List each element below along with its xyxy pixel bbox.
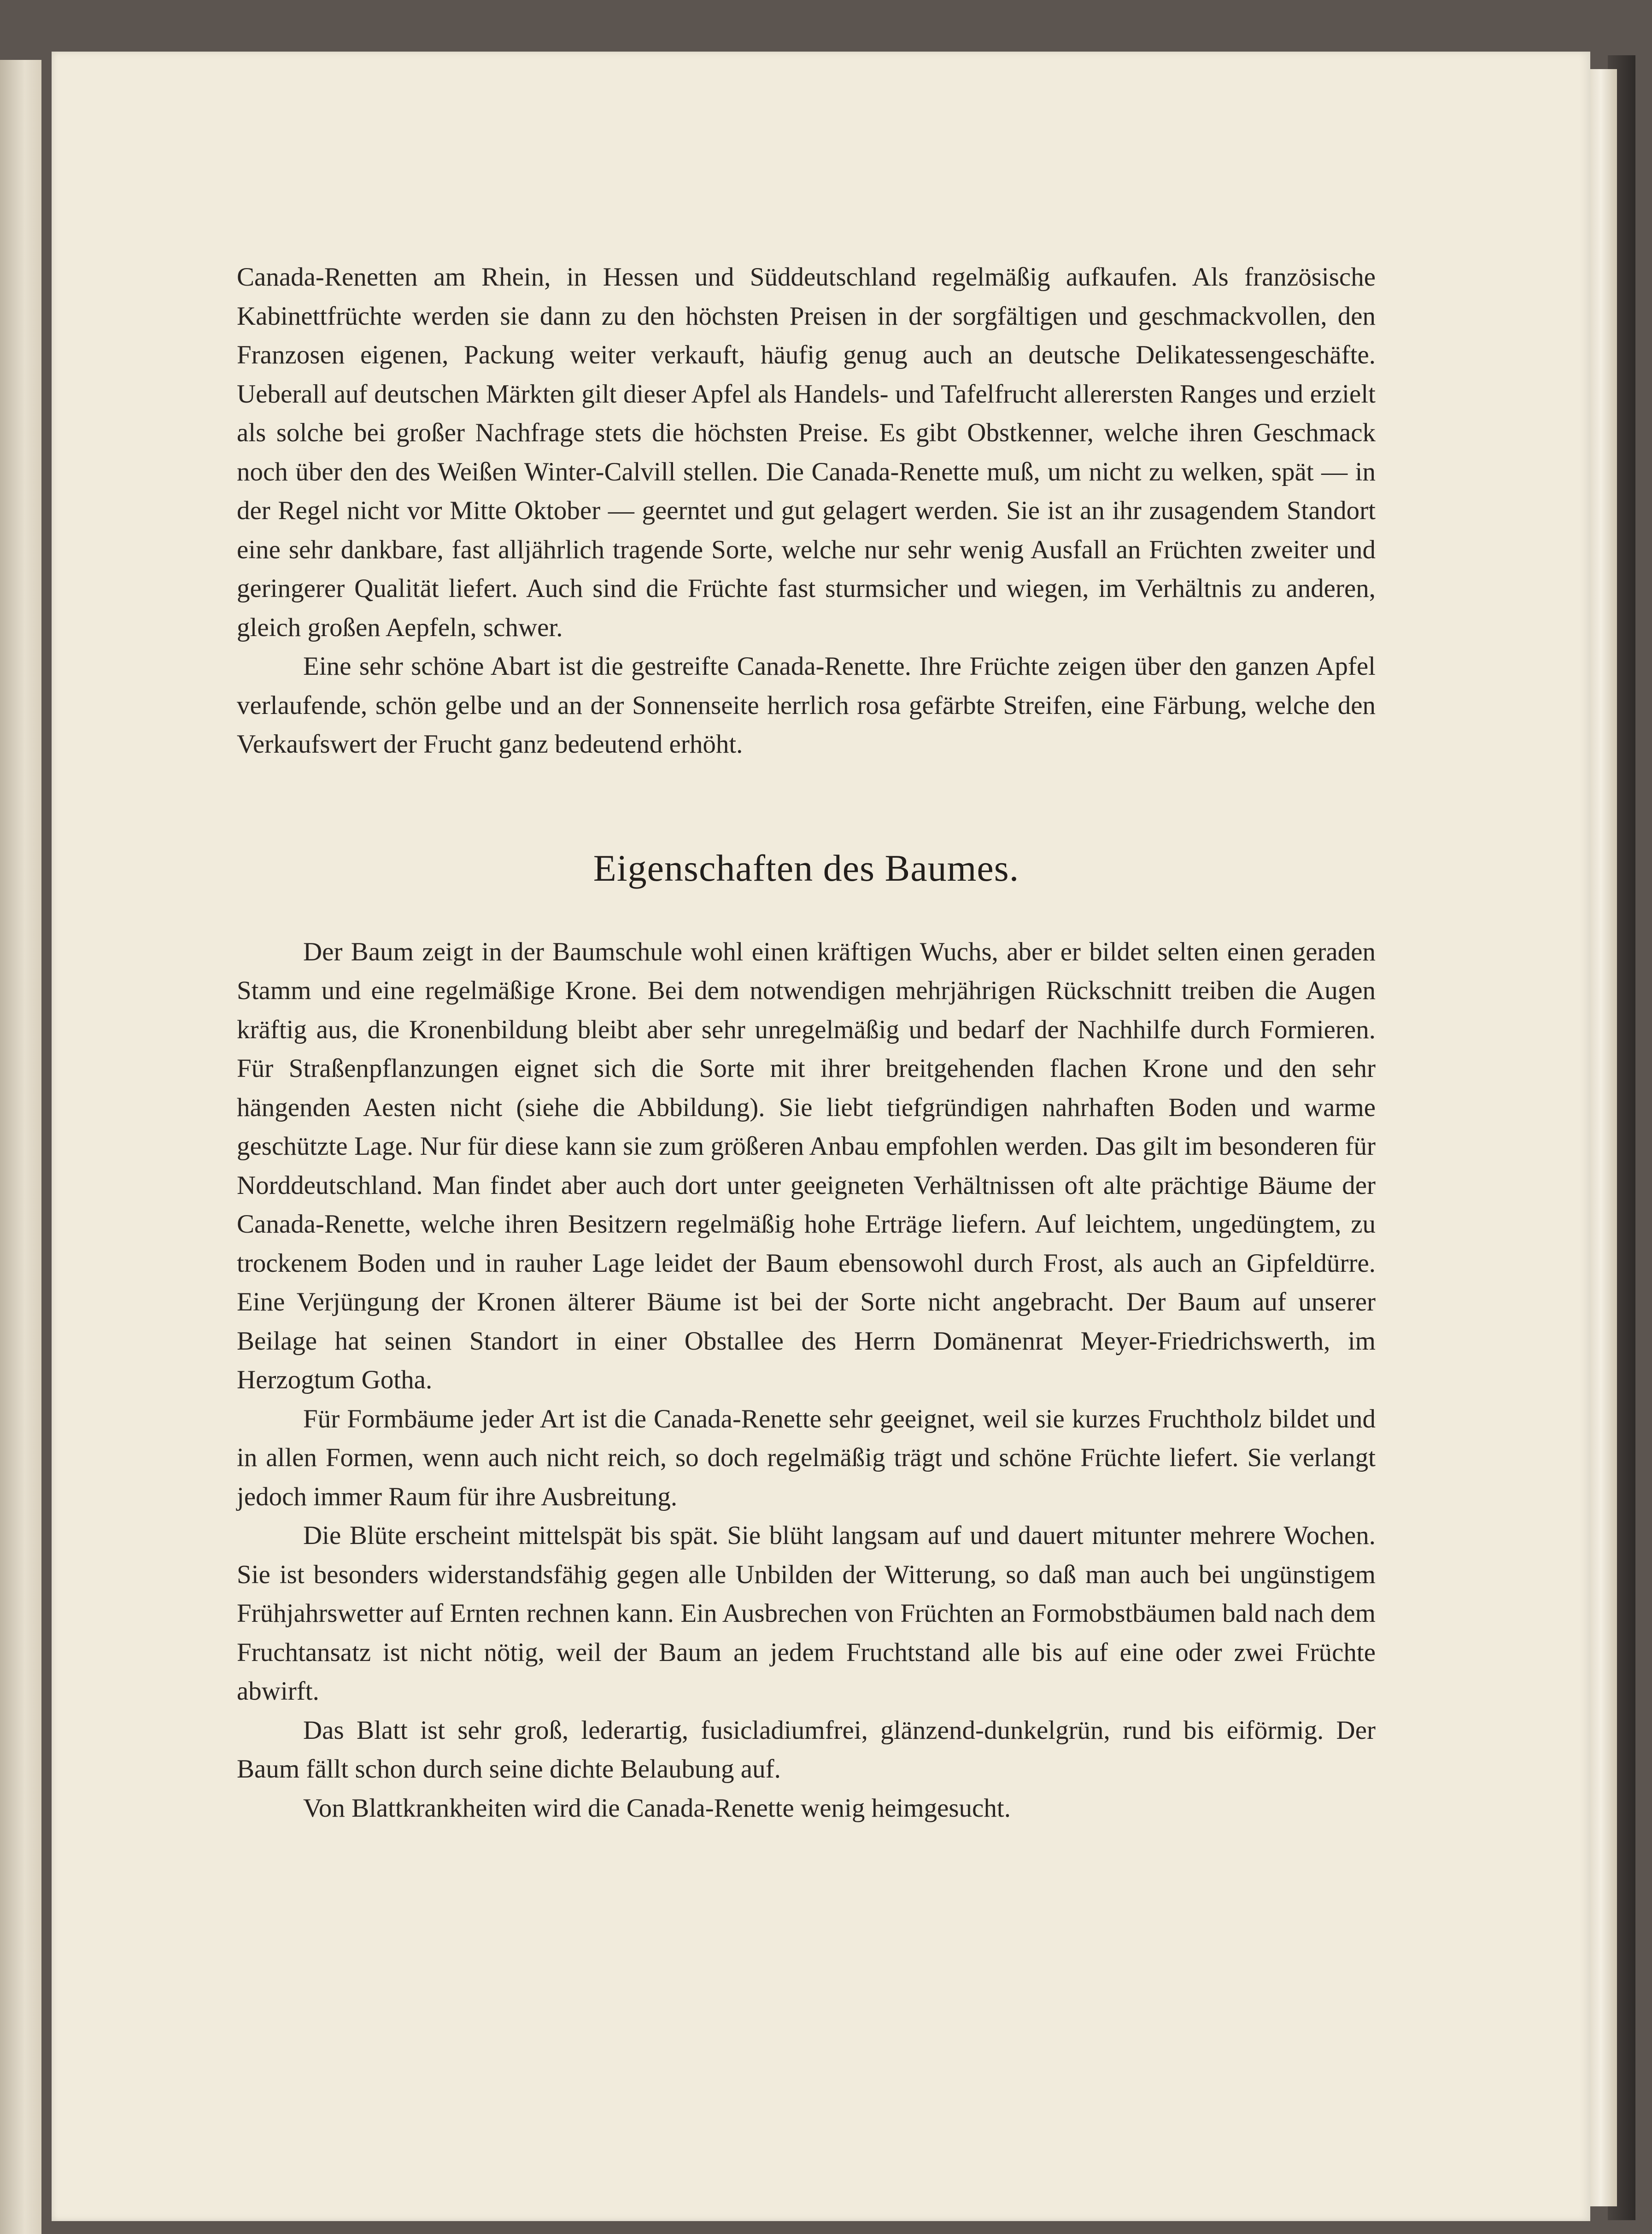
paragraph: Von Blattkrankheiten wird die Canada-Renette wenig heimgesucht.: [303, 1793, 1011, 1823]
section-heading: Eigenschaften des Baumes.: [593, 847, 1019, 889]
paragraph: Das Blatt ist sehr groß, lederartig, fusicladiumfrei, glänzend-dunkelgrün, rund bis eiförmig. Der Baum fällt schon durch seine dichte Belaubung auf.: [237, 1715, 1376, 1784]
paragraph: Die Blüte erscheint mittelspät bis spät. Sie blüht langsam auf und dauert mitunter mehrere Wochen. Sie ist besonders widerstandsfähig gegen alle Unbilden der Witterung, so daß man auch bei ungünstigem Frühjahrswetter auf Ernten rechnen kann. Ein Ausbrechen von Früchten an Formobstbäumen bald nach dem Fruchtansatz ist nicht nötig, weil der Baum an jedem Fruchtstand alle bis auf eine oder zwei Früchte abwirft.: [237, 1521, 1376, 1706]
paragraph: Der Baum zeigt in der Baumschule wohl einen kräftigen Wuchs, aber er bildet selten einen geraden Stamm und eine regelmäßige Krone. Bei dem notwendigen mehrjährigen Rückschnitt treiben die Augen kräftig aus, die Kronenbildung bleibt aber sehr unregelmäßig und bedarf der Nachhilfe durch Formieren. Für Straßenpflanzungen eignet sich die Sorte mit ihrer breitgehenden flachen Krone und den sehr hängenden Aesten nicht (siehe die Abbildung). Sie liebt tiefgründigen nahrhaften Boden und warme geschützte Lage. Nur für diese kann sie zum größeren Anbau empfohlen werden. Das gilt im besonderen für Norddeutschland. Man findet aber auch dort unter geeigneten Verhältnissen oft alte prächtige Bäume der Canada-Renette, welche ihren Besitzern regelmäßig hohe Erträge liefern. Auf leichtem, ungedüngtem, zu trockenem Boden und in rauher Lage leidet der Baum ebensowohl durch Frost, als auch an Gipfeldürre. Eine Verjüngung der Kronen älterer Bäume ist bei der Sorte nicht angebracht. Der Baum auf unserer Beilage hat seinen Standort in einer Obstallee des Herrn Domänenrat Meyer-Friedrichswerth, im Herzogtum Gotha.: [237, 937, 1376, 1394]
page-text-block: [237, 258, 1376, 1828]
paragraph: Canada-Renetten am Rhein, in Hessen und Süddeutschland regelmäßig aufkaufen. Als französische Kabinettfrüchte werden sie dann zu den höchsten Preisen in der sorgfältigen und geschmackvollen, den Franzosen eigenen, Packung weiter verkauft, häufig genug auch an deutsche Delikatessengeschäfte. Ueberall auf deutschen Märkten gilt dieser Apfel als Handels- und Tafelfrucht allerersten Ranges und erzielt als solche bei großer Nachfrage stets die höchsten Preise. Es gibt Obstkenner, welche ihren Geschmack noch über den des Weißen Winter-Calvill stellen. Die Canada-Renette muß, um nicht zu welken, spät — in der Regel nicht vor Mitte Oktober — geerntet und gut gelagert werden. Sie ist an ihr zusagendem Standort eine sehr dankbare, fast alljährlich tragende Sorte, welche nur sehr wenig Ausfall an Früchten zweiter und geringerer Qualität liefert. Auch sind die Früchte fast sturmsicher und wiegen, im Verhältnis zu anderen, gleich großen Aepfeln, schwer.: [237, 263, 1376, 642]
previous-page-edge: [0, 60, 41, 2234]
paragraph: Für Formbäume jeder Art ist die Canada-Renette sehr geeignet, weil sie kurzes Fruchtholz bildet und in allen Formen, wenn auch nicht reich, so doch regelmäßig trägt und schöne Früchte liefert. Sie verlangt jedoch immer Raum für ihre Ausbreitung.: [237, 1404, 1376, 1511]
paragraph: Eine sehr schöne Abart ist die gestreifte Canada-Renette. Ihre Früchte zeigen über den ganzen Apfel verlaufende, schön gelbe und an der Sonnenseite herrlich rosa gefärbte Streifen, eine Färbung, welche den Verkaufswert der Frucht ganz bedeutend erhöht.: [237, 652, 1376, 759]
